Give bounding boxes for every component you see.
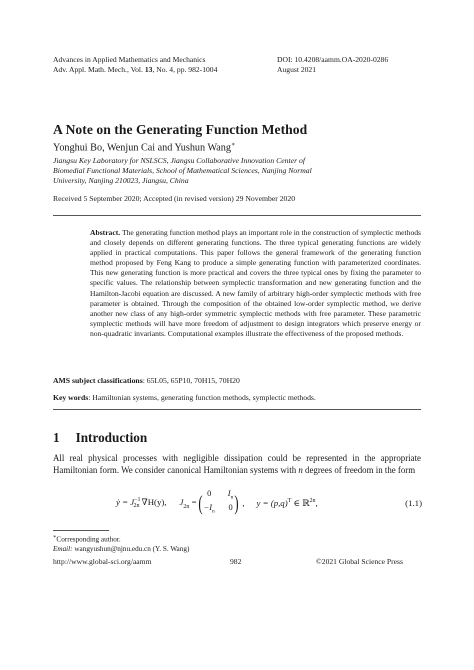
ams-classification: AMS subject classifications: 65L05, 65P10, 70H15, 70H20 — [53, 376, 240, 385]
section-title: Introduction — [75, 430, 148, 445]
section-number: 1 — [53, 430, 60, 445]
footer-copyright: ©2021 Global Science Press — [316, 557, 403, 566]
authors: Yonghui Bo, Wenjun Cai and Yushun Wang∗ — [53, 142, 236, 154]
affiliation: Jiangsu Key Laboratory for NSLSCS, Jiangsu Collaborative Innovation Center of Biomedial Functional Materials, School of Mathematical Sciences, Nanjing Normal University, Nanjing 210023, Jiangsu, China — [53, 156, 312, 186]
email-note: Email: wangyushun@njnu.edu.cn (Y. S. Wang) — [53, 544, 190, 553]
abstract-label: Abstract. — [90, 228, 121, 237]
footnote-rule — [53, 530, 109, 531]
footer-url: http://www.global-sci.org/aamm — [53, 557, 152, 566]
keywords: Key words: Hamiltonian systems, generating function methods, symplectic methods. — [53, 393, 316, 402]
section-heading — [53, 430, 147, 446]
divider-bottom — [53, 409, 421, 410]
divider-top — [53, 215, 421, 216]
publication-date: August 2021 — [277, 65, 317, 74]
doi: DOI: 10.4208/aamm.OA-2020-0286 — [277, 55, 389, 64]
journal-header — [53, 55, 217, 75]
journal-citation: Adv. Appl. Math. Mech., Vol. 13, No. 4, pp. 982-1004 — [53, 65, 218, 74]
abstract — [90, 228, 421, 339]
footer-page-number: 982 — [230, 557, 242, 566]
abstract-text: The generating function method plays an important role in the construction of symplectic methods and closely depends on different generating functions. The three typical generating functions are widely applied in practical computations. This paper follows the general framework of the generating function method proposed by Feng Kang to produce a simple generating function with parameterized coordinates. This new generating function is more practical and covers the three typical ones by fixing the parameter to specific values. The relationship between symplectic transformation and new generating function and the Hamilton-Jacobi equation are discussed. A new family of arbitrary high-order symplectic methods with free parameter is obtained. Through the composition of the obtained low-order symplectic method, we derive another new class of any high-order symmetric symplectic methods with free parameter. These parametric symplectic methods will have more freedom of adjustment to design integrators which preserve energy or non-quadratic invariants. Computational examples illustrate the effectiveness of the proposed methods. — [90, 228, 421, 338]
equation-number: (1.1) — [405, 498, 422, 508]
received-dates: Received 5 September 2020; Accepted (in revised version) 29 November 2020 — [53, 194, 296, 203]
symplectic-matrix: ( 0 $I_n$ $-I_n$ 0 ) — [197, 488, 239, 515]
doi-block — [277, 55, 388, 75]
corresponding-note: ∗Corresponding author. — [53, 535, 121, 544]
equation-1-1: ẏ = $J^{-1}_{2n}$ ∇H(y), $J_{2n}$ = ( 0 $I_n$ $-I_n$ 0 ) , $y = (p,q)^T$ ∈ ℝ$^{2n}$, (1.1) — [116, 488, 422, 518]
footnote — [53, 533, 189, 554]
corresponding-author-mark: ∗ — [230, 142, 236, 148]
intro-paragraph: All real physical processes with negligible dissipation could be represented in the appropriate Hamiltonian form. We consider canonical Hamiltonian systems with n degrees of freedom in the form — [53, 453, 421, 475]
paper-title: A Note on the Generating Function Method — [53, 122, 308, 137]
journal-name: Advances in Applied Mathematics and Mechanics — [53, 55, 206, 64]
